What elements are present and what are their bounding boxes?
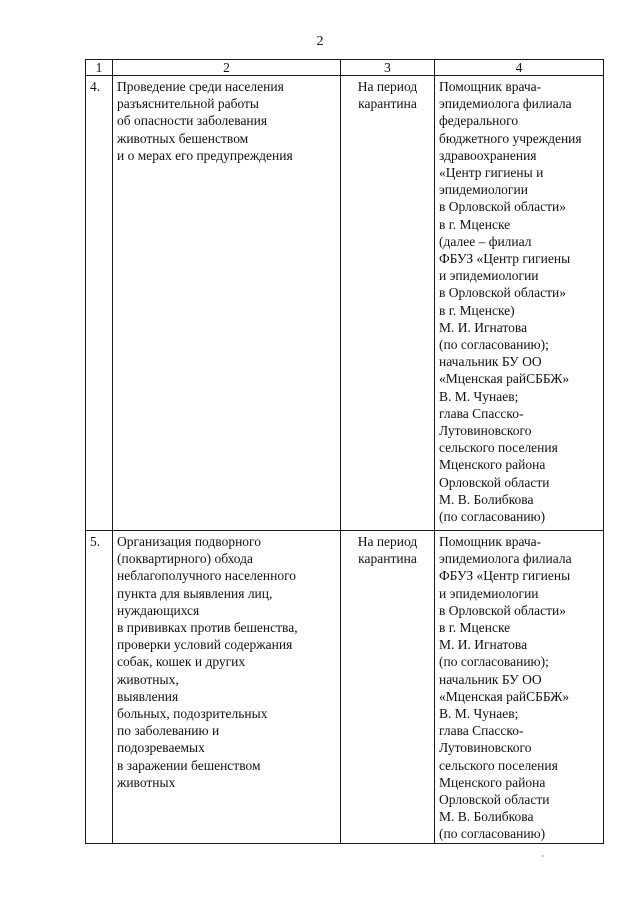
measure-cell [113,531,341,844]
column-header-2: 2 [113,60,341,76]
text-line: разъяснительной работы [117,96,259,112]
text-line: (далее – филиал [439,233,532,249]
text-line: проверки условий содержания [117,637,293,653]
text-line: «Центр гигиены и [439,165,544,181]
text-line: (по согласованию) [439,509,546,525]
term-cell [341,76,435,531]
text-line: в Орловской области» [439,285,566,301]
text-line: «Мценская райСББЖ» [439,688,570,704]
table-row [86,531,604,844]
text-line: федерального [439,113,519,129]
text-line: карантина [358,96,417,112]
text-line: нуждающихся [117,602,200,618]
text-line: Помощник врача- [439,534,542,549]
text-line: Помощник врача- [439,79,542,94]
text-line: больных, подозрительных [117,706,268,722]
term-cell [341,531,435,844]
text-line: Орловской области [439,792,550,808]
text-line: Орловской области [439,474,550,490]
text-line: (поквартирного) обхода [117,551,254,567]
text-line: в г. Мценске [439,216,511,232]
text-line: ФБУЗ «Центр гигиены [439,251,571,267]
text-line: эпидемиолога филиала [439,551,572,567]
text-line: «Мценская райСББЖ» [439,371,570,387]
text-line: (по согласованию); [439,337,549,353]
text-line: сельского поселения [439,757,558,773]
text-line: начальник БУ ОО [439,354,542,370]
text-line: в прививках против бешенства, [117,620,298,636]
text-line: В. М. Чунаев; [439,706,519,722]
text-line: Лутовиновского [439,740,532,756]
row-number: 5. [86,531,113,844]
scan-speck [542,855,544,857]
text-line: и о мерах его предупреждения [117,147,293,163]
table-header-row [86,60,604,76]
text-line: Организация подворного [117,534,261,549]
text-line: бюджетного учреждения [439,130,582,146]
text-line: глава Спасско- [439,723,524,739]
text-line: начальник БУ ОО [439,671,542,687]
row-number: 4. [86,76,113,531]
text-line: подозреваемых [117,740,205,756]
text-line: здравоохранения [439,147,537,163]
text-line: выявления [117,688,179,704]
text-line: об опасности заболевания [117,113,268,129]
text-line: ФБУЗ «Центр гигиены [439,568,571,584]
column-header-1: 1 [86,60,113,76]
table-row [86,76,604,531]
text-line: и эпидемиологии [439,268,539,284]
text-line: эпидемиолога филиала [439,96,572,112]
column-header-3: 3 [341,60,435,76]
text-line: М. В. Болибкова [439,809,534,825]
column-header-4: 4 [435,60,604,76]
text-line: животных [117,774,176,790]
text-line: по заболеванию и [117,723,220,739]
text-line: неблагополучного населенного [117,568,297,584]
text-line: сельского поселения [439,440,558,456]
text-line: животных бешенством [117,130,249,146]
text-line: В. М. Чунаев; [439,388,519,404]
text-line: в Орловской области» [439,602,566,618]
text-line: в Орловской области» [439,199,566,215]
text-line: М. В. Болибкова [439,491,534,507]
text-line: глава Спасско- [439,405,524,421]
text-line: карантина [358,551,417,567]
text-line: в г. Мценске [439,620,511,636]
text-line: пункта для выявления лиц, [117,585,273,601]
page-number: 2 [316,34,324,49]
text-line: эпидемиологии [439,182,528,198]
text-line: собак, кошек и других [117,654,246,670]
responsible-cell [435,531,604,844]
measure-cell [113,76,341,531]
text-line: и эпидемиологии [439,585,539,601]
text-line: Мценского района [439,774,546,790]
responsible-cell [435,76,604,531]
text-line: (по согласованию); [439,654,549,670]
text-line: На период [357,79,418,94]
text-line: Лутовиновского [439,423,532,439]
text-line: М. И. Игнатова [439,319,528,335]
measures-table [85,59,604,844]
text-line: Мценского района [439,457,546,473]
text-line: в г. Мценске) [439,302,515,318]
text-line: На период [357,534,418,549]
text-line: (по согласованию) [439,826,546,842]
text-line: животных, [117,671,179,687]
text-line: М. И. Игнатова [439,637,528,653]
text-line: Проведение среди населения [117,79,284,94]
text-line: в заражении бешенством [117,757,261,773]
